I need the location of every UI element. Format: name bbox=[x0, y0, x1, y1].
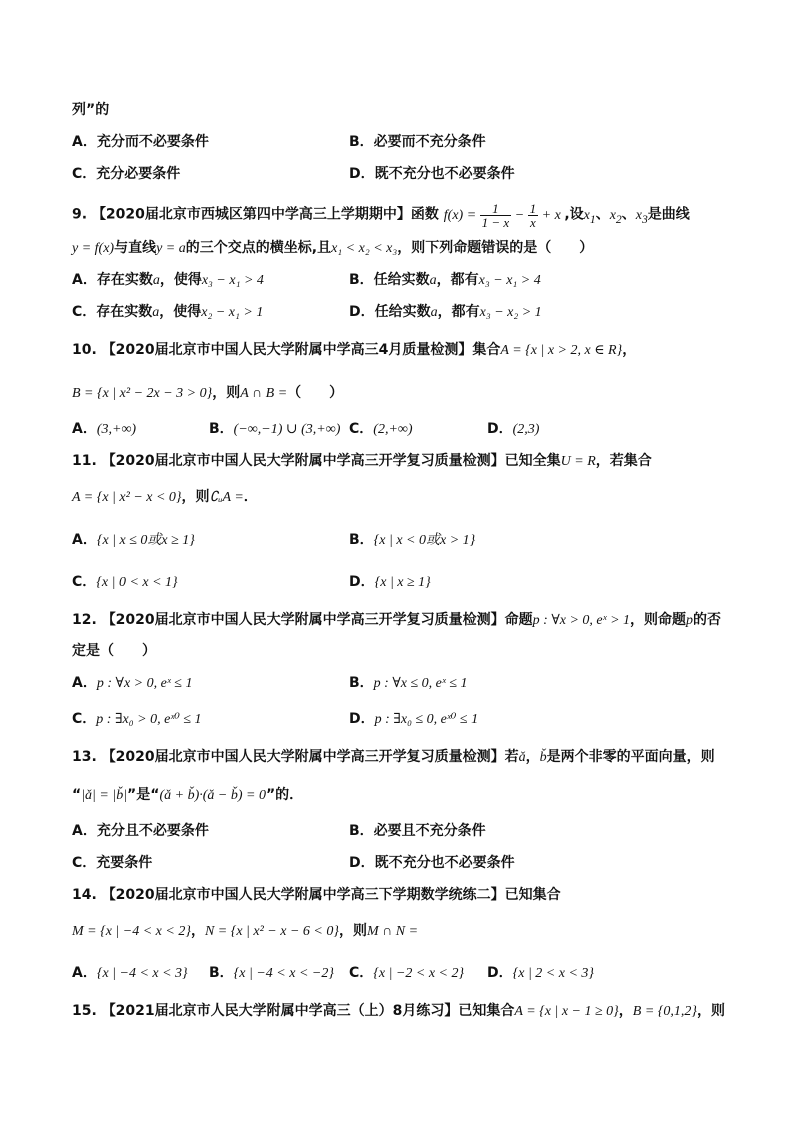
fraction-2 bbox=[528, 202, 539, 229]
function-expression bbox=[443, 201, 565, 230]
option-value: {x | x ≥ 1} bbox=[374, 575, 431, 590]
separator: 、 bbox=[621, 206, 636, 223]
fx-label: f(x) = bbox=[443, 207, 477, 223]
q14-stem-line-1 bbox=[72, 885, 561, 905]
q11-option-d bbox=[349, 572, 431, 593]
separator: ， bbox=[190, 923, 205, 939]
option-label: B． bbox=[209, 421, 234, 437]
stem-text: 已知集合 bbox=[504, 887, 561, 903]
option-value: (−∞,−1) ∪ (3,+∞) bbox=[233, 422, 341, 437]
option-value: {x | −4 < x < 3} bbox=[96, 966, 188, 981]
q9-option-a bbox=[72, 270, 264, 291]
option-text: ，使得 bbox=[159, 304, 202, 320]
stem-text: 的三个交点的横坐标,且 bbox=[185, 240, 332, 256]
set-a-expression: A = {x | x > 2, x ∈ R} bbox=[500, 343, 623, 358]
stem-text: ，则 bbox=[338, 923, 367, 939]
question-number: 14. bbox=[72, 887, 97, 903]
stem-text: ，则命题 bbox=[630, 612, 687, 628]
set-a-expression: A = {x | x − 1 ≥ 0} bbox=[514, 1004, 619, 1019]
stem-text: “ bbox=[72, 787, 82, 803]
q9-option-d bbox=[349, 302, 542, 323]
q9-stem-line-1 bbox=[72, 202, 690, 230]
option-label: C． bbox=[72, 574, 97, 590]
option-label: D． bbox=[487, 421, 513, 437]
subscript: 3 bbox=[641, 212, 648, 226]
stem-text: ”的． bbox=[265, 787, 304, 803]
question-number: 15. bbox=[72, 1003, 97, 1019]
math: x₃ − x₁ > 4 bbox=[478, 273, 541, 288]
question-source: 【2020届北京市中国人民大学附属中学高三开学复习质量检测】 bbox=[101, 612, 505, 628]
math: a bbox=[430, 305, 438, 320]
q13-stem-line-2 bbox=[72, 785, 303, 806]
set-n-expression: N = {x | x² − x − 6 < 0} bbox=[204, 924, 339, 939]
q13-option-c: C．充要条件 bbox=[72, 855, 153, 871]
stem-text: 是曲线 bbox=[647, 206, 690, 223]
universal-set-expression: U = R bbox=[560, 454, 596, 469]
var-x3 bbox=[635, 207, 648, 226]
q11-stem-line-1 bbox=[72, 451, 652, 472]
option-text: D．任给实数 bbox=[349, 304, 431, 320]
stem-text: ，则下列命题错误的是（ ） bbox=[397, 240, 594, 256]
minus-sign: − bbox=[514, 207, 525, 223]
var: x bbox=[635, 207, 642, 223]
math: a bbox=[152, 273, 160, 288]
option-label: C． bbox=[349, 421, 374, 437]
intersection-expression: M ∩ N = bbox=[366, 924, 419, 939]
q13-option-b: B．必要且不充分条件 bbox=[349, 823, 486, 839]
q12-stem-line-1 bbox=[72, 610, 721, 631]
vector-a: ǎ bbox=[518, 750, 526, 765]
q14-option-d bbox=[487, 963, 594, 984]
magnitude-expression: |ǎ| = |b̌| bbox=[81, 788, 128, 803]
stem-text: ， bbox=[622, 342, 637, 358]
question-source: 【2020届北京市中国人民大学附属中学高三开学复习质量检测】 bbox=[101, 749, 505, 765]
stem-text: 若 bbox=[504, 749, 519, 765]
q10-option-b bbox=[209, 419, 340, 440]
q12-option-c bbox=[72, 709, 202, 730]
stem-text: 命题 bbox=[504, 612, 533, 628]
separator: ， bbox=[618, 1003, 633, 1019]
vector-b: b̌ bbox=[539, 750, 547, 765]
q14-stem-line-2 bbox=[72, 921, 418, 942]
stem-text: 集合 bbox=[472, 342, 501, 358]
option-text: C．存在实数 bbox=[72, 304, 153, 320]
intersection-expression: A ∩ B = bbox=[240, 386, 288, 401]
option-text: A．存在实数 bbox=[72, 272, 153, 288]
option-label: B． bbox=[349, 532, 374, 548]
option-label: B． bbox=[349, 675, 374, 691]
q8-option-a: A．充分而不必要条件 bbox=[72, 134, 209, 150]
option-label: C． bbox=[349, 965, 374, 981]
var: x bbox=[583, 207, 590, 223]
option-label: A． bbox=[72, 421, 97, 437]
math: x₃ − x₂ > 1 bbox=[479, 305, 542, 320]
set-m-expression: M = {x | −4 < x < 2} bbox=[72, 924, 191, 939]
q11-stem-line-2 bbox=[72, 487, 258, 508]
q8-option-c: C．充分必要条件 bbox=[72, 166, 181, 182]
denominator: x bbox=[530, 215, 536, 230]
set-a-expression: A = {x | x² − x < 0} bbox=[72, 490, 182, 505]
question-source: 【2020届北京市中国人民大学附属中学高三开学复习质量检测】 bbox=[101, 453, 505, 469]
q10-stem-line-1 bbox=[72, 340, 636, 361]
numerator: 1 bbox=[529, 201, 537, 216]
option-text: ，都有 bbox=[436, 272, 479, 288]
q9-stem-line-2 bbox=[72, 238, 593, 259]
stem-text: （ ） bbox=[287, 385, 344, 401]
q10-option-a bbox=[72, 419, 136, 440]
option-label: D． bbox=[349, 574, 375, 590]
stem-text: 与直线 bbox=[114, 240, 157, 256]
option-label: D． bbox=[487, 965, 513, 981]
stem-text: ，则 bbox=[696, 1003, 725, 1019]
q10-option-c bbox=[349, 419, 413, 440]
stem-text: 定是（ ） bbox=[72, 643, 156, 659]
question-number: 10. bbox=[72, 342, 97, 358]
dot-product-expression: (ǎ + b̌)·(ǎ − b̌) = 0 bbox=[159, 788, 266, 803]
option-text: B．任给实数 bbox=[349, 272, 430, 288]
question-number: 9. bbox=[72, 206, 88, 223]
fraction-1 bbox=[480, 202, 512, 229]
option-value: {x | x ≤ 0或x ≥ 1} bbox=[96, 533, 195, 548]
q11-option-c bbox=[72, 572, 178, 593]
option-label: A． bbox=[72, 965, 97, 981]
option-text: ，使得 bbox=[159, 272, 202, 288]
q8-option-b: B．必要而不充分条件 bbox=[349, 134, 486, 150]
question-source: 【2020届北京市西城区第四中学高三上学期期中】 bbox=[91, 206, 411, 223]
proposition-expression: p : ∀x > 0, eˣ > 1 bbox=[532, 613, 631, 628]
var-x2 bbox=[609, 207, 622, 226]
numerator: 1 bbox=[480, 202, 512, 216]
stem-text: ，则 bbox=[181, 489, 210, 505]
line-expression: y = a bbox=[156, 241, 186, 256]
q15-stem-line-1 bbox=[72, 1001, 725, 1022]
stem-text: 列”的 bbox=[72, 102, 110, 118]
complement-expression: ∁ᵤA = bbox=[209, 490, 244, 505]
question-source: 【2020届北京市中国人民大学附属中学高三下学期数学统练二】 bbox=[101, 887, 505, 903]
stem-text: 的否 bbox=[693, 612, 722, 628]
proposition-symbol: p bbox=[686, 613, 694, 628]
separator: ， bbox=[525, 749, 540, 765]
q13-stem-line-1 bbox=[72, 747, 715, 768]
q10-option-d bbox=[487, 419, 539, 440]
q13-option-a: A．充分且不必要条件 bbox=[72, 823, 209, 839]
var-x1 bbox=[583, 207, 596, 226]
var: x bbox=[609, 207, 616, 223]
option-label: A． bbox=[72, 675, 97, 691]
option-label: B． bbox=[209, 965, 234, 981]
set-b-expression: B = {0,1,2} bbox=[632, 1004, 697, 1019]
q13-option-d: D．既不充分也不必要条件 bbox=[349, 855, 515, 871]
option-value: (2,3) bbox=[512, 422, 540, 437]
option-value: {x | −4 < x < −2} bbox=[233, 966, 334, 981]
stem-text: 是两个非零的平面向量，则 bbox=[546, 749, 715, 765]
math: a bbox=[152, 305, 160, 320]
q9-option-b bbox=[349, 270, 541, 291]
q14-option-a bbox=[72, 963, 188, 984]
option-label: A． bbox=[72, 532, 97, 548]
separator: 、 bbox=[595, 206, 610, 223]
denominator: 1 − x bbox=[481, 215, 510, 230]
q11-option-a bbox=[72, 530, 195, 551]
set-b-expression: B = {x | x² − 2x − 3 > 0} bbox=[72, 386, 213, 401]
question-number: 11. bbox=[72, 453, 97, 469]
q9-option-c bbox=[72, 302, 263, 323]
option-value: {x | −2 < x < 2} bbox=[373, 966, 465, 981]
q10-stem-line-2 bbox=[72, 383, 343, 404]
option-text: ，都有 bbox=[437, 304, 480, 320]
stem-text: ，则 bbox=[212, 385, 241, 401]
option-label: D． bbox=[349, 711, 375, 727]
question-8-stem-end bbox=[72, 100, 109, 120]
stem-text: 已知全集 bbox=[504, 453, 561, 469]
stem-text: ”是“ bbox=[127, 787, 160, 803]
stem-text: 已知集合 bbox=[458, 1003, 515, 1019]
math: a bbox=[429, 273, 437, 288]
option-value: p : ∀x ≤ 0, eˣ ≤ 1 bbox=[373, 676, 468, 691]
subscript: 1 bbox=[589, 212, 596, 226]
option-value: p : ∃x₀ ≤ 0, eˣ⁰ ≤ 1 bbox=[374, 712, 479, 727]
math: x₃ − x₁ > 4 bbox=[201, 273, 264, 288]
q12-option-b bbox=[349, 673, 468, 694]
subscript: 2 bbox=[615, 212, 622, 226]
option-value: (2,+∞) bbox=[373, 422, 413, 437]
inequality-expression: x₁ < x₂ < x₃ bbox=[331, 241, 398, 256]
option-value: {x | 0 < x < 1} bbox=[96, 575, 178, 590]
option-value: {x | x < 0或x > 1} bbox=[373, 533, 476, 548]
q14-option-b bbox=[209, 963, 334, 984]
option-value: (3,+∞) bbox=[96, 422, 137, 437]
q14-option-c bbox=[349, 963, 464, 984]
option-value: p : ∃x₀ > 0, eˣ⁰ ≤ 1 bbox=[96, 712, 202, 727]
q12-option-d bbox=[349, 709, 478, 730]
stem-text: ，若集合 bbox=[595, 453, 652, 469]
q12-stem-line-2 bbox=[72, 641, 156, 661]
question-number: 13. bbox=[72, 749, 97, 765]
curve-expression: y = f(x) bbox=[72, 241, 115, 256]
stem-text: 函数 bbox=[410, 206, 439, 223]
option-label: C． bbox=[72, 711, 97, 727]
question-source: 【2020届北京市中国人民大学附属中学高三4月质量检测】 bbox=[101, 342, 473, 358]
q12-option-a bbox=[72, 673, 192, 694]
option-value: {x | 2 < x < 3} bbox=[512, 966, 594, 981]
plus-x: + x bbox=[541, 207, 561, 223]
question-number: 12. bbox=[72, 612, 97, 628]
q11-option-b bbox=[349, 530, 475, 551]
question-source: 【2021届北京市人民大学附属中学高三（上）8月练习】 bbox=[101, 1003, 459, 1019]
stem-text: ． bbox=[243, 489, 258, 505]
option-value: p : ∀x > 0, eˣ ≤ 1 bbox=[96, 676, 193, 691]
stem-text: ,设 bbox=[564, 206, 584, 223]
math: x₂ − x₁ > 1 bbox=[201, 305, 264, 320]
q8-option-d: D．既不充分也不必要条件 bbox=[349, 166, 515, 182]
